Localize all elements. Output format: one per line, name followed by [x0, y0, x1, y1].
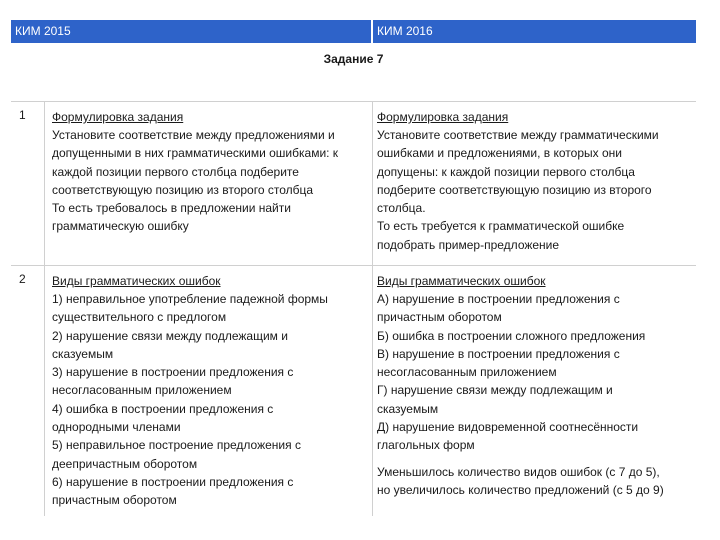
cell-line: 3) нарушение в построении предложения с: [52, 365, 294, 380]
cell-line: 1) неправильное употребление падежной формы: [52, 292, 328, 306]
cell-line: несогласованным приложением: [52, 383, 232, 398]
column-divider: [44, 266, 45, 516]
cell-line: несогласованным приложением: [377, 365, 557, 380]
cell-line: сказуемым: [377, 401, 439, 416]
cell-line: деепричастным оборотом: [52, 456, 198, 471]
cell-heading: Виды грамматических ошибок: [377, 274, 546, 288]
cell-line: сказуемым: [52, 346, 114, 361]
cell-line: столбца.: [377, 201, 426, 216]
comparison-table: [11, 20, 696, 508]
note-line: Уменьшилось количество видов ошибок (с 7 до 5),: [377, 464, 660, 479]
cell-line: глагольных форм: [377, 438, 475, 453]
cell-line: каждой позиции первого столбца подберите: [52, 164, 299, 179]
cell-line: Установите соответствие между грамматическими: [377, 128, 659, 142]
cell-line: существительного с предлогом: [52, 310, 227, 325]
cell-line: однородными членами: [52, 420, 181, 435]
row-number: 2: [19, 272, 26, 286]
cell-2016-error-types: [377, 272, 693, 499]
cell-heading: Формулировка задания: [52, 110, 184, 124]
cell-line: То есть требовалось в предложении найти: [52, 201, 291, 216]
task-title: Задание 7: [323, 52, 384, 66]
task-title-row: [11, 44, 696, 102]
header-kim-2016: КИМ 2016: [373, 20, 696, 43]
cell-line: В) нарушение в построении предложения с: [377, 346, 620, 361]
cell-line: Установите соответствие между предложениями и: [52, 128, 335, 142]
row-number: 1: [19, 108, 26, 122]
cell-line: причастным оборотом: [377, 310, 502, 325]
table-row: [11, 266, 696, 516]
cell-line: соответствующую позицию из второго столбца: [52, 182, 314, 197]
cell-line: ошибками и предложениями, в которых они: [377, 146, 622, 161]
cell-line: 4) ошибка в построении предложения с: [52, 401, 274, 416]
cell-line: 5) неправильное построение предложения с: [52, 438, 301, 453]
cell-line: подобрать пример-предложение: [377, 237, 560, 252]
cell-line: 6) нарушение в построении предложения с: [52, 474, 294, 489]
cell-line: грамматическую ошибку: [52, 219, 189, 234]
header-kim-2015: КИМ 2015: [11, 20, 371, 43]
cell-2015-error-types: [52, 272, 370, 510]
column-divider: [44, 102, 45, 266]
cell-heading: Формулировка задания: [377, 110, 509, 124]
cell-heading: Виды грамматических ошибок: [52, 274, 221, 288]
change-note: [377, 463, 693, 500]
table-header-row: [11, 20, 696, 43]
cell-line: подберите соответствующую позицию из второго: [377, 182, 652, 197]
cell-2015-wording: [52, 108, 370, 236]
cell-line: причастным оборотом: [52, 493, 177, 508]
cell-line: Б) ошибка в построении сложного предложения: [377, 328, 646, 343]
cell-line: То есть требуется к грамматической ошибке: [377, 219, 625, 234]
note-line: но увеличилось количество предложений (с 5 до 9): [377, 482, 664, 497]
cell-line: допущенными в них грамматическими ошибками: к: [52, 146, 339, 161]
cell-line: допущены: к каждой позиции первого столбца: [377, 164, 635, 179]
cell-line: А) нарушение в построении предложения с: [377, 292, 620, 306]
cell-line: Д) нарушение видовременной соотнесённости: [377, 420, 639, 435]
column-divider: [372, 102, 373, 266]
cell-line: 2) нарушение связи между подлежащим и: [52, 328, 288, 343]
column-divider: [372, 266, 373, 516]
cell-line: Г) нарушение связи между подлежащим и: [377, 383, 613, 398]
table-row: [11, 102, 696, 266]
cell-2016-wording: [377, 108, 693, 254]
